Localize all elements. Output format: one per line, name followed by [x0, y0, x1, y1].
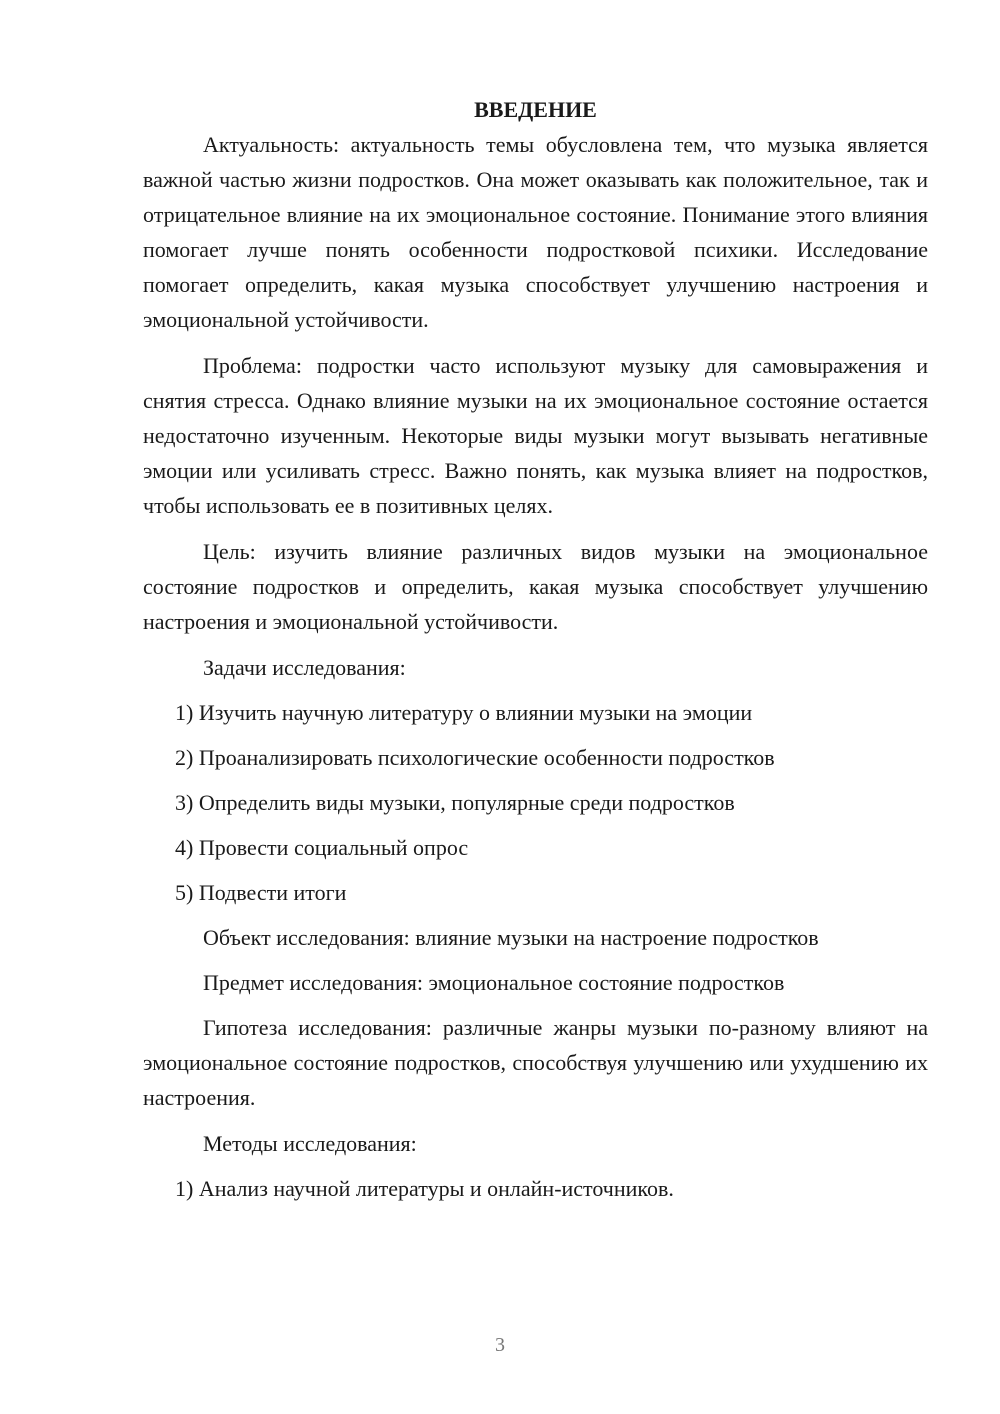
task-item: 3) Определить виды музыки, популярные среди подростков — [175, 790, 735, 815]
task-item: 4) Провести социальный опрос — [175, 835, 469, 860]
task-item: 1) Изучить научную литературу о влиянии музыки на эмоции — [175, 700, 753, 725]
research-subject: Предмет исследования: эмоциональное состояние подростков — [203, 970, 785, 995]
relevance-paragraph: Актуальность: актуальность темы обусловлена тем, что музыка является важной частью жизни подростков. Она может оказывать как положительное, так и отрицательное влияние на их эмоциональное состояние. Понимание этого влияния помогает лучше понять особенности подростковой психики. Исследование помогает определить, какая музыка способствует улучшению настроения и эмоциональной устойчивости. — [143, 132, 928, 332]
research-object: Объект исследования: влияние музыки на настроение подростков — [203, 925, 819, 950]
goal-paragraph: Цель: изучить влияние различных видов музыки на эмоциональное состояние подростков и определить, какая музыка способствует улучшению настроения и эмоциональной устойчивости. — [143, 539, 928, 634]
task-item: 5) Подвести итоги — [175, 880, 347, 905]
document-page — [143, 92, 928, 1216]
methods-list — [143, 1171, 928, 1206]
methods-heading: Методы исследования: — [203, 1131, 417, 1156]
tasks-heading: Задачи исследования: — [203, 655, 406, 680]
task-item: 2) Проанализировать психологические особенности подростков — [175, 745, 775, 770]
problem-paragraph: Проблема: подростки часто используют музыку для самовыражения и снятия стресса. Однако влияние музыки на их эмоциональное состояние остается недостаточно изученным. Некоторые виды музыки могут вызывать негативные эмоции или усиливать стресс. Важно понять, как музыка влияет на подростков, чтобы использовать ее в позитивных целях. — [143, 353, 928, 518]
hypothesis-paragraph: Гипотеза исследования: различные жанры музыки по-разному влияют на эмоциональное состояние подростков, способствуя улучшению или ухудшению их настроения. — [143, 1015, 928, 1110]
method-item: 1) Анализ научной литературы и онлайн-источников. — [175, 1176, 674, 1201]
section-title: ВВЕДЕНИЕ — [474, 97, 597, 122]
tasks-list — [143, 695, 928, 910]
page-number: 3 — [495, 1334, 505, 1356]
